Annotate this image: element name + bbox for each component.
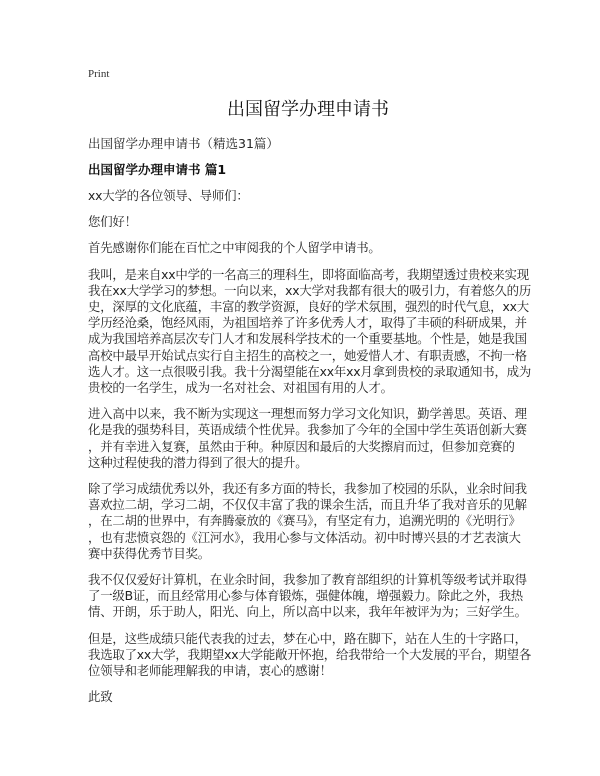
print-link[interactable]: Print: [88, 68, 110, 80]
paragraph-line: 成为我国培养高层次专门人才和发展科学技术的一个重要基地。个性是，她是我国: [88, 331, 527, 347]
paragraph-line: 此致: [88, 689, 113, 705]
paragraph-line: 这种过程使我的潜力得到了很大的提升。: [88, 454, 308, 470]
paragraph: [88, 572, 528, 621]
paragraph-line: 了一级B证，而且经常用心参与体育锻炼，强健体魄，增强毅力。除此之外，我热: [88, 588, 523, 604]
paragraph: [88, 481, 528, 562]
paragraph-line: ，也有悲愤哀怨的《江河水》，我用心参与文体活动。初中时博兴县的才艺表演大: [88, 529, 521, 545]
paragraph-line: 我选取了xx大学，我期望xx大学能敞开怀抱，给我带给一个大发展的平台，期望各: [88, 646, 532, 662]
paragraph-line: ，在二胡的世界中，有奔腾豪放的《赛马》，有坚定有力，追溯光明的《光明行》: [88, 513, 521, 529]
paragraph: [88, 406, 528, 471]
paragraph: [88, 266, 532, 397]
paragraph-line: 学历经沧桑，饱经风雨，为祖国培养了许多优秀人才，取得了丰硕的科研成果，并: [88, 315, 527, 331]
paragraph-line: 史，深厚的文化底蕴，丰富的教学资源，良好的学术氛围，强烈的时代气息，xx大: [88, 299, 529, 315]
paragraph-line: 我叫，是来自xx中学的一名高三的理科生，即将面临高考，我期望透过贵校来实现: [88, 266, 529, 282]
paragraph-line: 除了学习成绩优秀以外，我还有多方面的特长，我参加了校园的乐队，业余时间我: [88, 481, 527, 497]
paragraph-line: 化是我的强势科目，英语成绩个性优异。我参加了今年的全国中学生英语创新大赛: [88, 422, 527, 438]
paragraph: [88, 214, 528, 230]
document-title: 出国留学办理申请书: [227, 99, 389, 120]
document-body: [88, 188, 532, 705]
document-subtitle: 出国留学办理申请书（精选31篇）: [88, 136, 279, 151]
paragraph: [88, 240, 528, 256]
paragraph-line: 贵校的一名学生，成为一名对社会、对祖国有用的人才。: [88, 380, 393, 396]
paragraph-line: 我不仅仅爱好计算机，在业余时间，我参加了教育部组织的计算机等级考试并取得: [88, 572, 527, 588]
paragraph-line: 位领导和老师能理解我的申请，衷心的感谢！: [88, 663, 332, 679]
paragraph-line: 我在xx大学学习的梦想。一向以来，xx大学对我都有很大的吸引力，有着悠久的历: [88, 282, 532, 298]
paragraph-line: 进入高中以来，我不断为实现这一理想而努力学习文化知识，勤学善思。英语、理: [88, 406, 527, 422]
paragraph-line: xx大学的各位领导、导师们：: [88, 188, 249, 203]
paragraph-line: 您们好！: [88, 214, 137, 230]
paragraph-line: 首先感谢你们能在百忙之中审阅我的个人留学申请书。: [88, 240, 381, 256]
paragraph: [88, 630, 532, 680]
paragraph: [88, 188, 528, 204]
document-page: [88, 68, 532, 715]
paragraph-line: 但是，这些成绩只能代表我的过去，梦在心中，路在脚下，站在人生的十字路口，: [88, 630, 527, 646]
paragraph: [88, 689, 528, 705]
paragraph-line: 高校中最早开始试点实行自主招生的高校之一，她爱惜人才、有职责感，不拘一格: [88, 347, 527, 363]
paragraph-line: 赛中获得优秀节目奖。: [88, 545, 210, 561]
paragraph-line: 喜欢拉二胡，学习二胡，不仅仅丰富了我的课余生活，而且升华了我对音乐的见解: [88, 497, 527, 513]
section-heading: 出国留学办理申请书 篇1: [88, 162, 227, 177]
paragraph-line: ，并有幸进入复赛，虽然由于种。种原因和最后的大奖擦肩而过，但参加竞赛的: [88, 438, 515, 454]
paragraph-line: 情、开朗，乐于助人，阳光、向上，所以高中以来，我年年被评为为；三好学生。: [88, 604, 527, 620]
paragraph-line: 选人才。这一点很吸引我。我十分渴望能在xx年xx月拿到贵校的录取通知书，成为: [88, 363, 532, 379]
